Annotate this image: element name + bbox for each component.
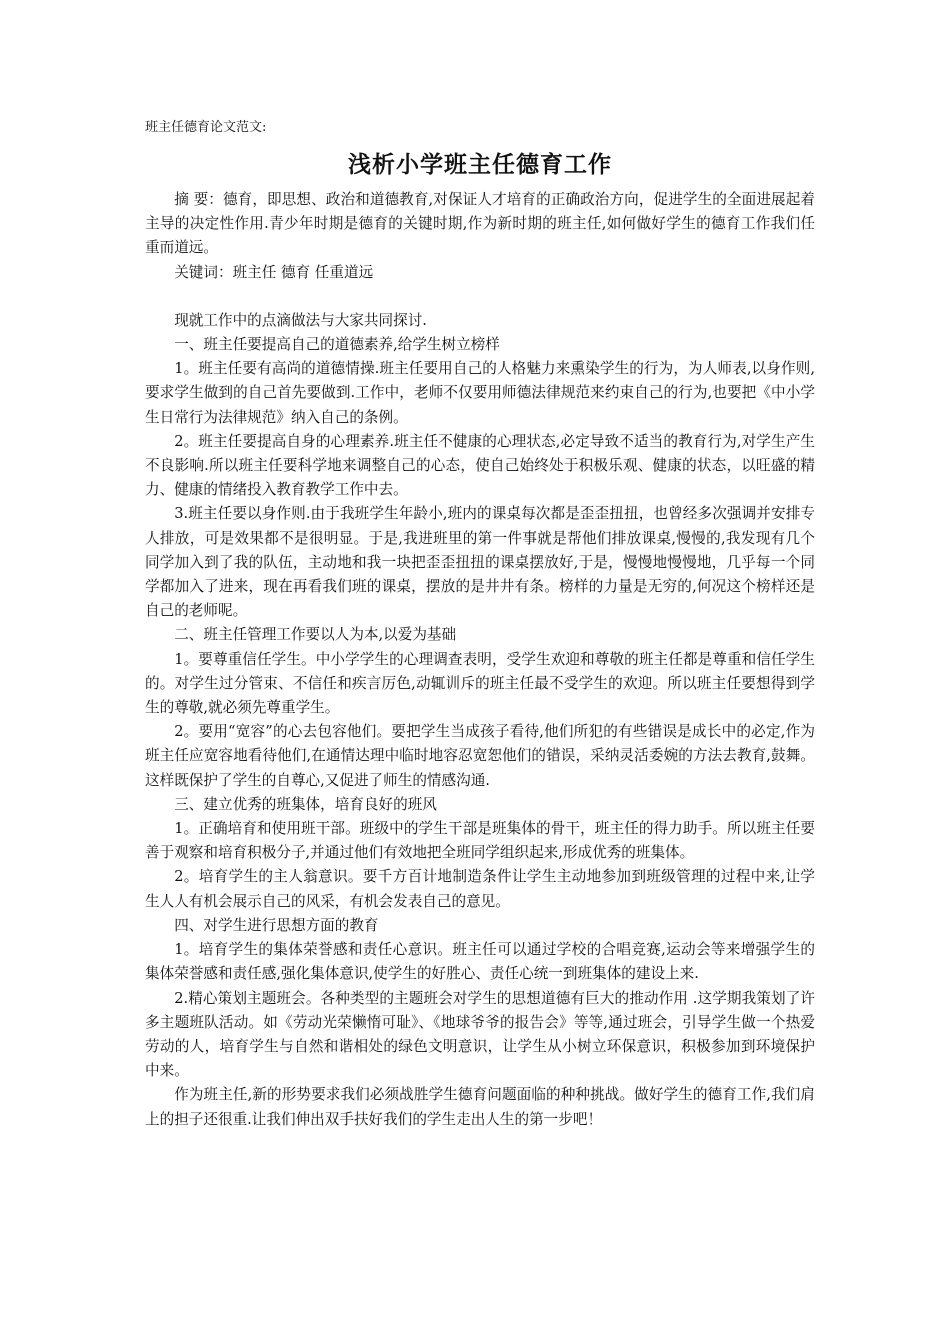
section-heading: 一、班主任要提高自己的道德素养,给学生树立榜样 — [174, 336, 500, 354]
section-heading: 三、建立优秀的班集体，培育良好的班风 — [174, 795, 437, 813]
section-paragraph: 1。培育学生的集体荣誉感和责任心意识。班主任可以通过学校的合唱竞赛,运动会等来增强学生的集体荣誉感和责任感,强化集体意识,使学生的好胜心、责任心统一到班集体的建设上来. — [145, 941, 815, 983]
keywords: 关键词：班主任 德育 任重道远 — [174, 263, 374, 281]
document-title: 浅析小学班主任德育工作 — [348, 151, 612, 178]
section-paragraph: 2.精心策划主题班会。各种类型的主题班会对学生的思想道德有巨大的推动作用 .这学期我策划了许多主题班队活动。如《劳动光荣懒惰可耻》、《地球爷爷的报告会》等等,通过班会，引导学生做一个热爱劳动的人，培育学生与自然和谐相处的绿色文明意识，让学生从小树立环保意识，积极参加到环境保护中来。 — [145, 989, 815, 1080]
section-paragraph: 2。班主任要提高自身的心理素养.班主任不健康的心理状态,必定导致不适当的教育行为,对学生产生不良影响.所以班主任要科学地来调整自己的心态，使自己始终处于积极乐观、健康的状态，以旺盛的精力、健康的情绪投入教育教学工作中去。 — [145, 432, 815, 499]
section-paragraph: 1。班主任要有高尚的道德情操.班主任要用自己的人格魅力来熏染学生的行为，为人师表,以身作则,要求学生做到的自己首先要做到.工作中，老师不仅要用师德法律规范来约束自己的行为,也要把《中小学生日常行为法律规范》纳入自己的条例。 — [145, 360, 815, 426]
intro: 现就工作中的点滴做法与大家共同探讨. — [174, 311, 427, 329]
document-page — [145, 118, 815, 1132]
section-paragraph: 1。正确培育和使用班干部。班级中的学生干部是班集体的骨干，班主任的得力助手。所以班主任要善于观察和培育积极分子,并通过他们有效地把全班同学组织起来,形成优秀的班集体。 — [145, 820, 815, 862]
section-heading: 二、班主任管理工作要以人为本,以爱为基础 — [174, 626, 457, 644]
abstract: 摘 要：德育，即思想、政治和道德教育,对保证人才培育的正确政治方向，促进学生的全面进展起着主导的决定性作用.青少年时期是德育的关键时期,作为新时期的班主任,如何做好学生的德育工作我们任重而道远。 — [145, 191, 815, 257]
blank-line — [145, 285, 815, 309]
section-paragraph: 3.班主任要以身作则.由于我班学生年龄小,班内的课桌每次都是歪歪扭扭，也曾经多次强调并安排专人排放，可是效果都不是很明显。于是,我进班里的第一件事就是帮他们排放课桌,慢慢的,我发现有几个同学加入到了我的队伍，主动地和我一块把歪歪扭扭的课桌摆放好,于是，慢慢地慢慢地，几乎每一个同学都加入了进来，现在再看我们班的课桌，摆放的是井井有条。榜样的力量是无穷的,何况这个榜样还是自己的老师呢。 — [145, 505, 815, 620]
section-paragraph: 1。要尊重信任学生。中小学学生的心理调查表明，受学生欢迎和尊敬的班主任都是尊重和信任学生的。对学生过分管束、不信任和疾言厉色,动辄训斥的班主任最不受学生的欢迎。所以班主任要想得到学生的尊敬,就必须先尊重学生。 — [145, 650, 815, 717]
conclusion: 作为班主任,新的形势要求我们必须战胜学生德育问题面临的种种挑战。做好学生的德育工作,我们肩上的担子还很重.让我们伸出双手扶好我们的学生走出人生的第一步吧！ — [145, 1086, 815, 1128]
section-paragraph: 2。培育学生的主人翁意识。要千方百计地制造条件让学生主动地参加到班级管理的过程中来,让学生人人有机会展示自己的风采，有机会发表自己的意见。 — [145, 868, 815, 910]
section-heading: 四、对学生进行思想方面的教育 — [174, 916, 379, 934]
header-note: 班主任德育论文范文: — [145, 120, 267, 135]
section-paragraph: 2。要用“宽容”的心去包容他们。要把学生当成孩子看待,他们所犯的有些错误是成长中的必定,作为班主任应宽容地看待他们,在通情达理中临时地容忍宽恕他们的错误，采纳灵活委婉的方法去教育,鼓舞。这样既保护了学生的自尊心,又促进了师生的情感沟通. — [145, 723, 815, 789]
